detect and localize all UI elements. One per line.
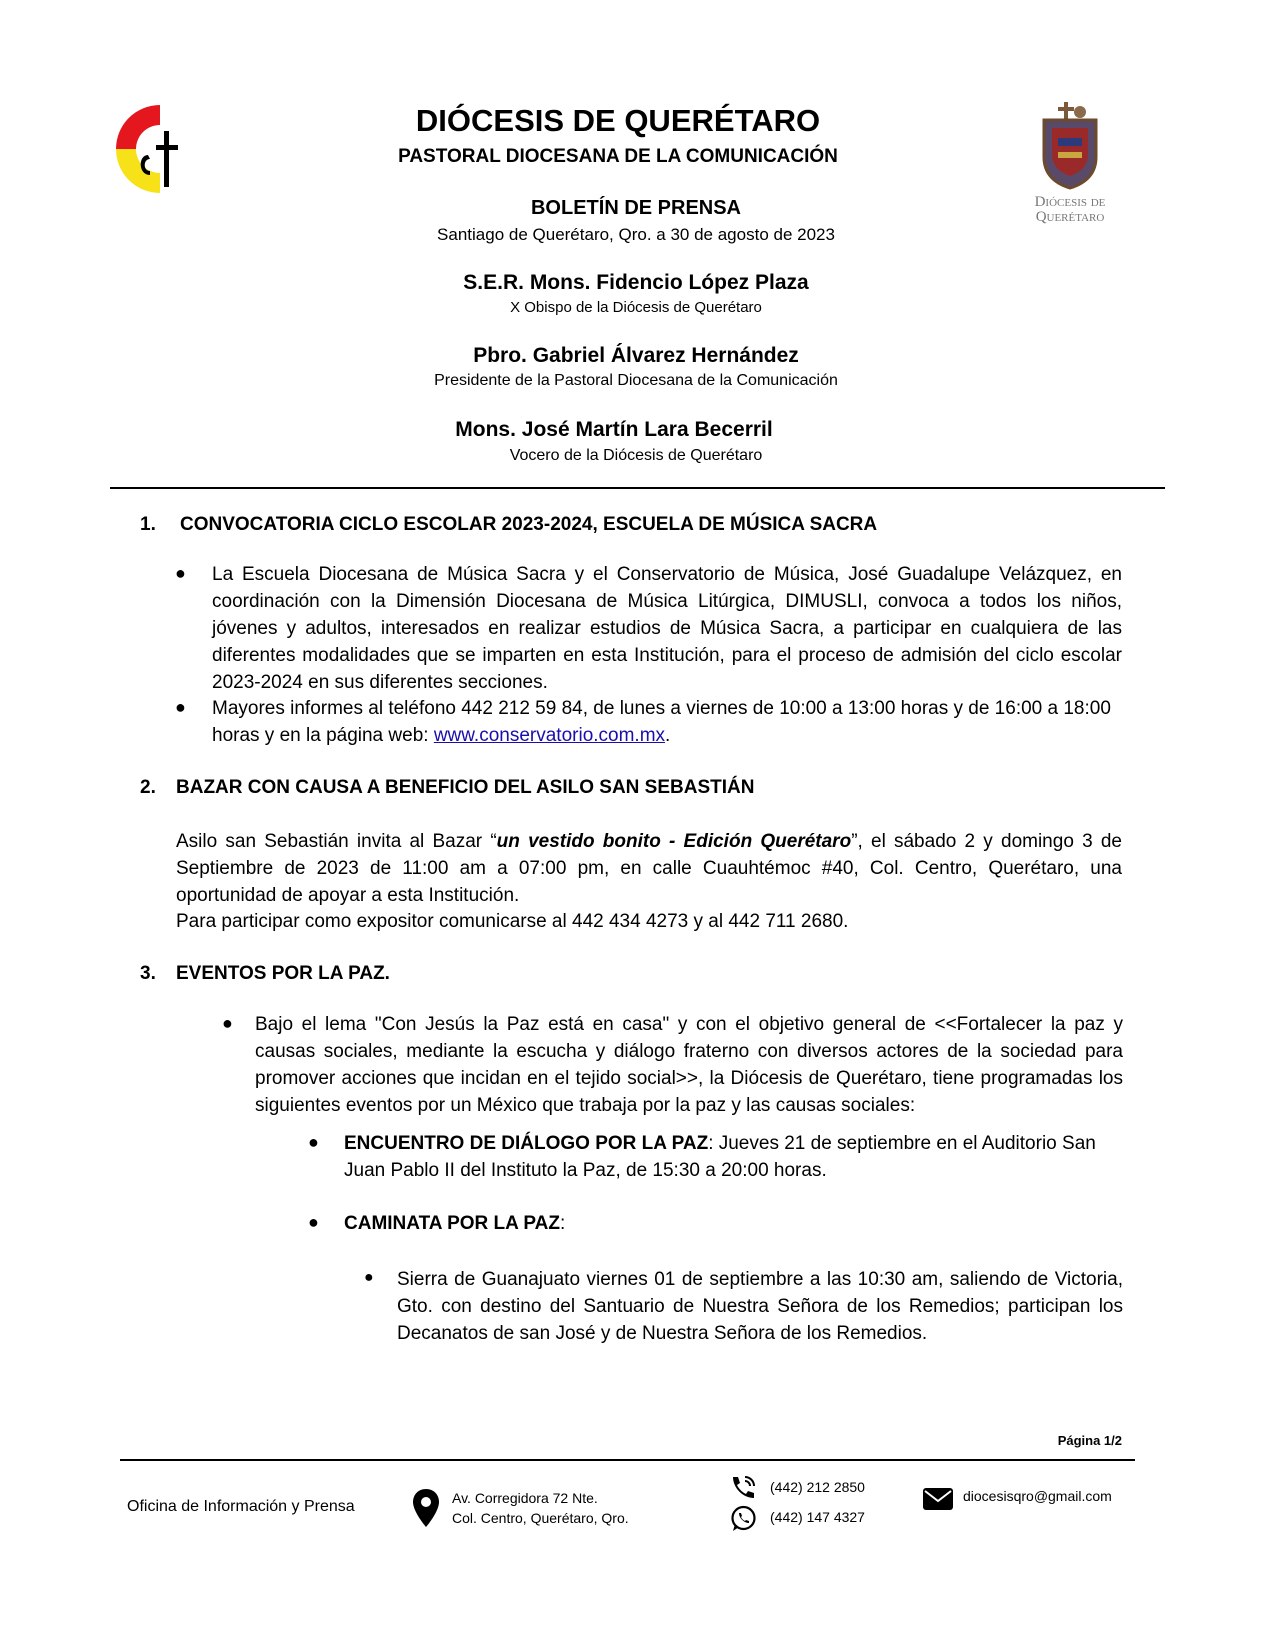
section-heading: EVENTOS POR LA PAZ. [176, 963, 390, 984]
whatsapp-number[interactable]: (442) 147 4327 [770, 1509, 865, 1525]
bullet-dot: ● [308, 1132, 319, 1152]
header-divider [110, 487, 1165, 489]
bazar-text: Asilo san Sebastián invita al Bazar “ [176, 831, 497, 852]
signatory-name: S.E.R. Mons. Fidencio López Plaza [463, 271, 809, 294]
section1-contact [212, 695, 1122, 749]
bullet-dot: ● [308, 1212, 319, 1232]
pastoral-comunicacion-logo [110, 97, 214, 201]
page-title: DIÓCESIS DE QUERÉTARO [415, 103, 821, 138]
signatory-role: Presidente de la Pastoral Diocesana de la Comunicación [434, 372, 838, 389]
bullet-dot: ● [175, 697, 186, 717]
event-label: ENCUENTRO DE DIÁLOGO POR LA PAZ [344, 1133, 709, 1154]
date-line: Santiago de Querétaro, Qro. a 30 de agosto de 2023 [437, 225, 835, 244]
event-text: : Jueves 21 de septiembre en el Auditorio San Juan Pablo II del Instituto la Paz, de 15:30 a 20:00 horas. [344, 1133, 1096, 1181]
event-caminata [344, 1210, 1124, 1237]
bulletin-label: BOLETÍN DE PRENSA [530, 197, 742, 219]
bazar-details: ”, el sábado 2 y domingo 3 de Septiembre de 2023 de 11:00 am a 07:00 pm, en calle Cuauhtémoc #40, Col. Centro, Querétaro, una oportunidad de apoyar a esta Institución. [176, 831, 1122, 906]
whatsapp-icon [730, 1505, 757, 1532]
section3-intro: Bajo el lema "Con Jesús la Paz está en casa" y con el objetivo general de <<Fortalecer la paz y causas sociales, mediante la escucha y diálogo fraterno con diversos actores de la sociedad para promover acciones que incidan en el tejido social>>, la Diócesis de Querétaro, tiene programadas los siguientes eventos por un México que trabaja por la paz y las causas sociales: [255, 1014, 1123, 1116]
envelope-icon [922, 1486, 954, 1512]
signatory-role: Vocero de la Diócesis de Querétaro [509, 447, 763, 464]
signatory-role: X Obispo de la Diócesis de Querétaro [510, 299, 762, 316]
crest-text-line2: Querétaro [1035, 209, 1105, 225]
bullet-dot: ● [364, 1269, 374, 1286]
phone-icon [729, 1474, 757, 1500]
bullet-dot: ● [175, 563, 186, 583]
contact-end: . [665, 725, 671, 746]
walk-item: Sierra de Guanajuato viernes 01 de septiembre a las 10:30 am, saliendo de Victoria, Gto. con destino del Santuario de Nuestra Señora de los Remedios; participan los Decanatos de san José y de Nuestra Señora de los Remedios. [397, 1269, 1123, 1344]
diocese-crest-icon [1020, 102, 1120, 225]
event-label: CAMINATA POR LA PAZ [344, 1213, 561, 1234]
section-number: 2. [140, 777, 156, 798]
email-address[interactable]: diocesisqro@gmail.com [963, 1488, 1112, 1504]
phone-number[interactable]: (442) 212 2850 [770, 1479, 865, 1495]
footer-divider [120, 1459, 1135, 1461]
section1-paragraph: La Escuela Diocesana de Música Sacra y el Conservatorio de Música, José Guadalupe Velázquez, en coordinación con la Dimensión Diocesana de Música Litúrgica, DIMUSLI, convoca a todos los niños, jóvenes y adultos, interesados en realizar estudios de Música Sacra, a participar en cualquiera de las diferentes modalidades que se imparten en esta Institución, para el proceso de admisión del ciclo escolar 2023-2024 en sus diferentes secciones. [212, 564, 1122, 693]
page-number: Página 1/2 [1057, 1433, 1122, 1448]
signatory-name: Pbro. Gabriel Álvarez Hernández [473, 344, 799, 367]
address-line: Av. Corregidora 72 Nte. [452, 1490, 598, 1506]
section-heading: CONVOCATORIA CICLO ESCOLAR 2023-2024, ESCUELA DE MÚSICA SACRA [180, 514, 878, 535]
address-line: Col. Centro, Querétaro, Qro. [452, 1510, 629, 1526]
conservatorio-link[interactable]: www.conservatorio.com.mx [433, 725, 666, 746]
section2-paragraph [176, 828, 1122, 909]
signatory-name: Mons. José Martín Lara Becerril [455, 418, 773, 441]
map-pin-icon [412, 1488, 440, 1528]
section-heading: BAZAR CON CAUSA A BENEFICIO DEL ASILO SAN SEBASTIÁN [176, 777, 755, 798]
section-number: 3. [140, 963, 156, 984]
bullet-dot: ● [222, 1013, 233, 1033]
section2-contact: Para participar como expositor comunicarse al 442 434 4273 y al 442 711 2680. [176, 911, 849, 932]
crest-text-line1: Diócesis de [1034, 194, 1106, 210]
bazar-name: un vestido bonito - Edición Querétaro [496, 831, 852, 852]
page-subtitle: PASTORAL DIOCESANA DE LA COMUNICACIÓN [398, 146, 838, 167]
section-number: 1. [140, 514, 156, 535]
contact-text: Mayores informes al teléfono 442 212 59 84, de lunes a viernes de 10:00 a 13:00 horas y de 16:00 a 18:00 horas y en la página web: [212, 698, 1111, 746]
event-text: : [560, 1213, 566, 1234]
office-label: Oficina de Información y Prensa [127, 1498, 355, 1515]
event-encuentro [344, 1130, 1124, 1184]
